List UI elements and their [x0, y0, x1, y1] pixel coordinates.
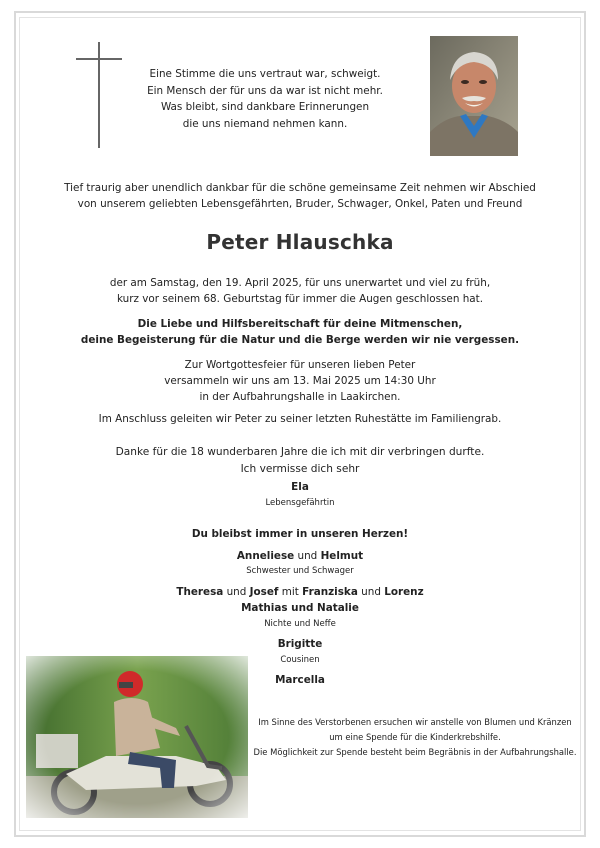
poem — [125, 66, 405, 132]
mourner-name: Anneliese — [236, 550, 295, 562]
tribute-line: deine Begeisterung für die Natur und die Berge werden wir nie vergessen. — [80, 334, 520, 346]
portrait-photo — [430, 36, 518, 156]
partner-relation: Lebensgefährtin — [265, 498, 335, 508]
heart-line: Du bleibst immer in unseren Herzen! — [191, 528, 409, 540]
burial-line: Im Anschluss geleiten wir Peter zu seiner letzten Ruhestätte im Familiengrab. — [98, 413, 502, 425]
service-line: versammeln wir uns am 13. Mai 2025 um 14:30 Uhr — [164, 375, 436, 387]
poem-line: Was bleibt, sind dankbare Erinnerungen — [160, 101, 370, 113]
conjunction: und — [361, 586, 381, 598]
intro-line: Tief traurig aber unendlich dankbar für die schöne gemeinsame Zeit nehmen wir Abschied — [64, 182, 536, 194]
mourner-line — [0, 550, 600, 562]
deceased-name: Peter Hlauschka — [206, 230, 394, 254]
conjunction: und — [226, 586, 247, 598]
tribute-line: Die Liebe und Hilfsbereitschaft für deine Mitmenschen, — [137, 318, 463, 330]
conjunction: mit — [281, 586, 299, 598]
poem-line: Ein Mensch der für uns da war ist nicht mehr. — [147, 84, 383, 97]
mourner-relation: Nichte und Neffe — [264, 619, 336, 629]
partner-name: Ela — [291, 481, 309, 493]
service-line: Zur Wortgottesfeier für unseren lieben Peter — [184, 359, 416, 371]
mourner-name: Lorenz — [384, 586, 424, 598]
partner-message: Ich vermisse dich sehr — [240, 463, 360, 475]
mourner-line: Mathias und Natalie — [241, 602, 359, 614]
mourner-relation: Schwester und Schwager — [246, 566, 354, 576]
donation-note: Die Möglichkeit zur Spende besteht beim Begräbnis in der Aufbahrungshalle. — [253, 747, 577, 757]
mourner-name: Franziska — [302, 586, 358, 598]
mourner-name: Helmut — [320, 550, 364, 562]
mourner-name: Josef — [249, 586, 279, 598]
conjunction: und — [297, 550, 318, 562]
mourner-name: Marcella — [275, 674, 325, 686]
donation-note: Im Sinne des Verstorbenen ersuchen wir anstelle von Blumen und Kränzen — [258, 717, 572, 727]
donation-note: um eine Spende für die Kinderkrebshilfe. — [329, 732, 501, 742]
partner-message: Danke für die 18 wunderbaren Jahre die ich mit dir verbringen durfte. — [115, 446, 485, 458]
mourner-name: Theresa — [176, 586, 224, 598]
poem-line: Eine Stimme die uns vertraut war, schweigt. — [149, 68, 381, 80]
mourner-relation: Cousinen — [280, 655, 320, 665]
death-text: der am Samstag, den 19. April 2025, für uns unerwartet und viel zu früh, — [109, 277, 491, 289]
mourner-line — [0, 586, 600, 598]
death-text: kurz vor seinem 68. Geburtstag für immer die Augen geschlossen hat. — [116, 293, 484, 305]
poem-line: die uns niemand nehmen kann. — [182, 117, 348, 130]
cross-icon — [76, 42, 122, 148]
service-line: in der Aufbahrungshalle in Laakirchen. — [199, 391, 401, 403]
motorcycle-photo — [26, 656, 248, 818]
intro-line: von unserem geliebten Lebensgefährten, Bruder, Schwager, Onkel, Paten und Freund — [77, 198, 523, 210]
mourner-name: Brigitte — [277, 638, 323, 650]
